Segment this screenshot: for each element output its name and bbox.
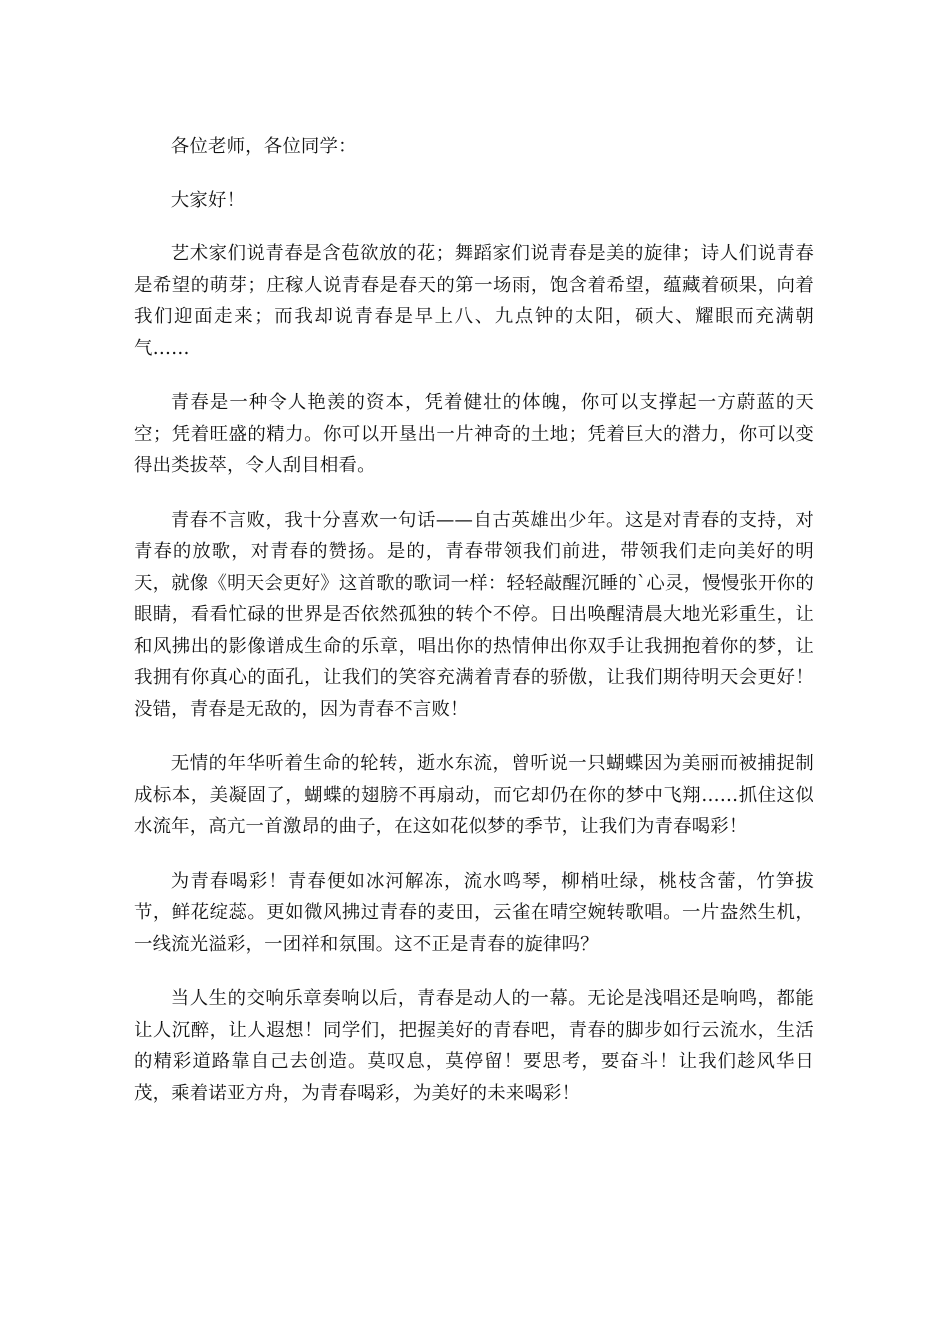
paragraph: 青春是一种令人艳羡的资本，凭着健壮的体魄，你可以支撑起一方蔚蓝的天空；凭着旺盛的精力。你可以开垦出一片神奇的土地；凭着巨大的潜力，你可以变得出类拔萃，令人刮目相看。 [134,392,814,476]
paragraph: 为青春喝彩！青春便如冰河解冻，流水鸣琴，柳梢吐绿，桃枝含蕾，竹笋拔节，鲜花绽蕊。更如微风拂过青春的麦田，云雀在晴空婉转歌唱。一片盎然生机，一线流光溢彩，一团祥和氛围。这不正是青春的旋律吗？ [134,870,814,955]
paragraph: 当人生的交响乐章奏响以后，青春是动人的一幕。无论是浅唱还是响鸣，都能让人沉醉，让人遐想！同学们，把握美好的青春吧，青春的脚步如行云流水，生活的精彩道路靠自己去创造。莫叹息，莫停留！要思考，要奋斗！让我们趁风华日茂，乘着诺亚方舟，为青春喝彩，为美好的未来喝彩！ [134,988,814,1104]
paragraph: 青春不言败，我十分喜欢一句话——自古英雄出少年。这是对青春的支持，对青春的放歌，对青春的赞扬。是的，青春带领我们前进，带领我们走向美好的明天，就像《明天会更好》这首歌的歌词一样：轻轻敲醒沉睡的`心灵，慢慢张开你的眼睛，看看忙碌的世界是否依然孤独的转个不停。日出唤醒清晨大地光彩重生，让和风拂出的影像谱成生命的乐章，唱出你的热情伸出你双手让我拥抱着你的梦，让我拥有你真心的面孔，让我们的笑容充满着青春的骄傲，让我们期待明天会更好！没错，青春是无敌的，因为青春不言败！ [134,509,814,720]
salutation: 各位老师，各位同学： [170,136,357,157]
greeting: 大家好！ [170,189,246,211]
paragraph: 艺术家们说青春是含苞欲放的花；舞蹈家们说青春是美的旋律；诗人们说青春是希望的萌芽；庄稼人说青春是春天的第一场雨，饱含着希望，蕴藏着硕果，向着我们迎面走来；而我却说青春是早上八、九点钟的太阳，硕大、耀眼而充满朝气…… [134,243,814,359]
paragraph: 无情的年华听着生命的轮转，逝水东流，曾听说一只蝴蝶因为美丽而被捕捉制成标本，美凝固了，蝴蝶的翅膀不再扇动，而它却仍在你的梦中飞翔……抓住这似水流年，高亢一首激昂的曲子，在这如花似梦的季节，让我们为青春喝彩！ [134,753,814,837]
document-body [134,131,814,1132]
